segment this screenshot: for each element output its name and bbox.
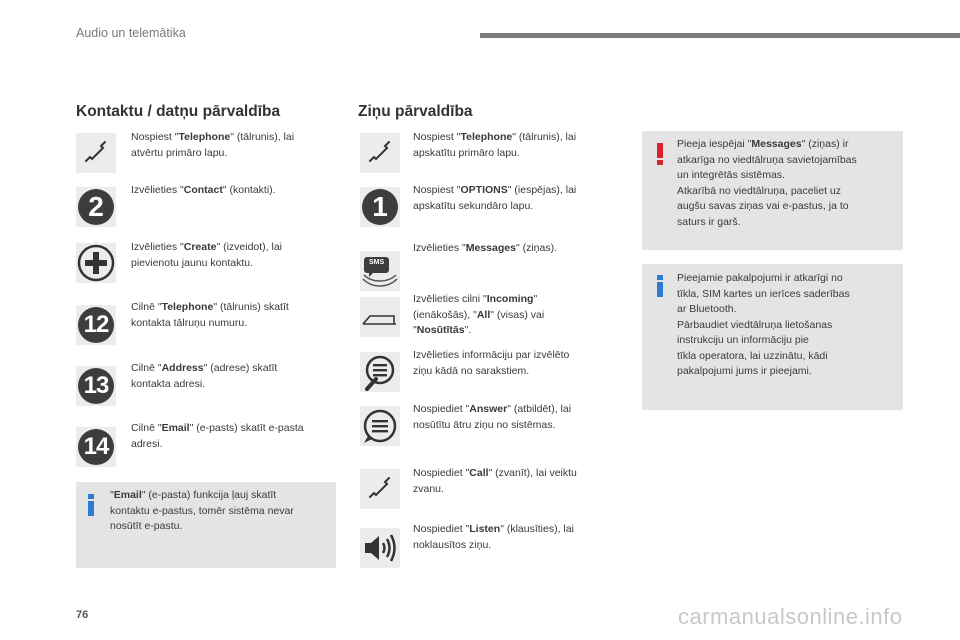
sms-label: SMS — [369, 259, 385, 266]
services-info-note — [642, 264, 903, 410]
mid-step-options: Nospiest "OPTIONS" (iespējas), lai apskatītu sekundāro lapu. — [413, 184, 577, 212]
sms-icon — [360, 251, 400, 291]
step-badge-1: 1 — [360, 187, 400, 227]
middle-heading: Ziņu pārvaldība — [358, 103, 473, 120]
watermark: carmanualsonline.info — [678, 604, 903, 629]
step-badge-12: 12 — [76, 305, 116, 345]
plus-circle-icon — [76, 243, 116, 283]
email-note-text: "Email" (e-pasta) funkcija ļauj skatīt kontaktu e-pastus, tomēr sistēma nevar nosūtīt e-pastu. — [110, 489, 294, 532]
section-header-title: Audio un telemātika — [76, 26, 186, 40]
services-note-text: Pieejamie pakalpojumi ir atkarīgi no tīkla, SIM kartes un ierīces saderības ar Bluetooth. Pārbaudiet viedtālruņa lietošanas instrukciju un informāciju pie tīkla operatora, lai uzzinātu, kādi pakalpojumi jums ir pieejami. — [677, 272, 850, 377]
left-step-address: Cilnē "Address" (adrese) skatīt kontakta adresi. — [131, 362, 278, 390]
tab-icon — [360, 297, 400, 337]
step-badge-2: 2 — [76, 187, 116, 227]
mid-step-telephone: Nospiest "Telephone" (tālrunis), lai apskatītu primāro lapu. — [413, 131, 577, 159]
phone-icon — [76, 133, 116, 173]
info-icon — [657, 275, 663, 297]
left-step-create: Izvēlieties "Create" (izveidot), lai pievienotu jaunu kontaktu. — [131, 241, 283, 269]
left-step-telephone: Nospiest "Telephone" (tālrunis), lai atvērtu primāro lapu. — [131, 131, 295, 159]
mid-step-incoming: Izvēlieties cilni "Incoming" (ienākošās), "All" (visas) vai "Nosūtītās". — [413, 293, 545, 336]
mid-step-select-info: Izvēlieties informāciju par izvēlēto ziņu kādā no sarakstiem. — [413, 349, 570, 377]
warning-note-text: Pieeja iespējai "Messages" (ziņas) ir atkarīga no viedtālruņa savietojamības un integrētās sistēmas. Atkarībā no viedtālruņa, paceliet uz augšu savas ziņas vai e-pastus, ja to saturs ir garš. — [677, 138, 857, 228]
mid-step-listen: Nospiediet "Listen" (klausīties), lai noklausītos ziņu. — [413, 523, 574, 551]
left-step-telephone-tab: Cilnē "Telephone" (tālrunis) skatīt kontakta tālruņu numuru. — [131, 301, 289, 329]
left-step-email: Cilnē "Email" (e-pasts) skatīt e-pasta adresi. — [131, 422, 304, 450]
info-icon — [88, 494, 94, 516]
mid-step-answer: Nospiediet "Answer" (atbildēt), lai nosūtītu ātru ziņu no sistēmas. — [413, 403, 572, 431]
list-select-icon — [360, 352, 400, 392]
page-number: 76 — [76, 609, 89, 621]
mid-step-call: Nospiediet "Call" (zvanīt), lai veiktu zvanu. — [413, 467, 577, 495]
step-badge-14: 14 — [76, 427, 116, 467]
phone-icon — [360, 469, 400, 509]
quick-reply-icon — [360, 406, 400, 446]
step-badge-13: 13 — [76, 366, 116, 406]
header-bar — [480, 33, 960, 38]
speaker-icon — [360, 528, 400, 568]
left-heading: Kontaktu / datņu pārvaldība — [76, 103, 281, 120]
warning-icon — [657, 143, 663, 165]
warning-note — [642, 131, 903, 250]
mid-step-messages: Izvēlieties "Messages" (ziņas). — [413, 242, 558, 254]
email-info-note — [76, 482, 336, 568]
phone-icon — [360, 133, 400, 173]
left-step-contact: Izvēlieties "Contact" (kontakti). — [131, 184, 276, 196]
